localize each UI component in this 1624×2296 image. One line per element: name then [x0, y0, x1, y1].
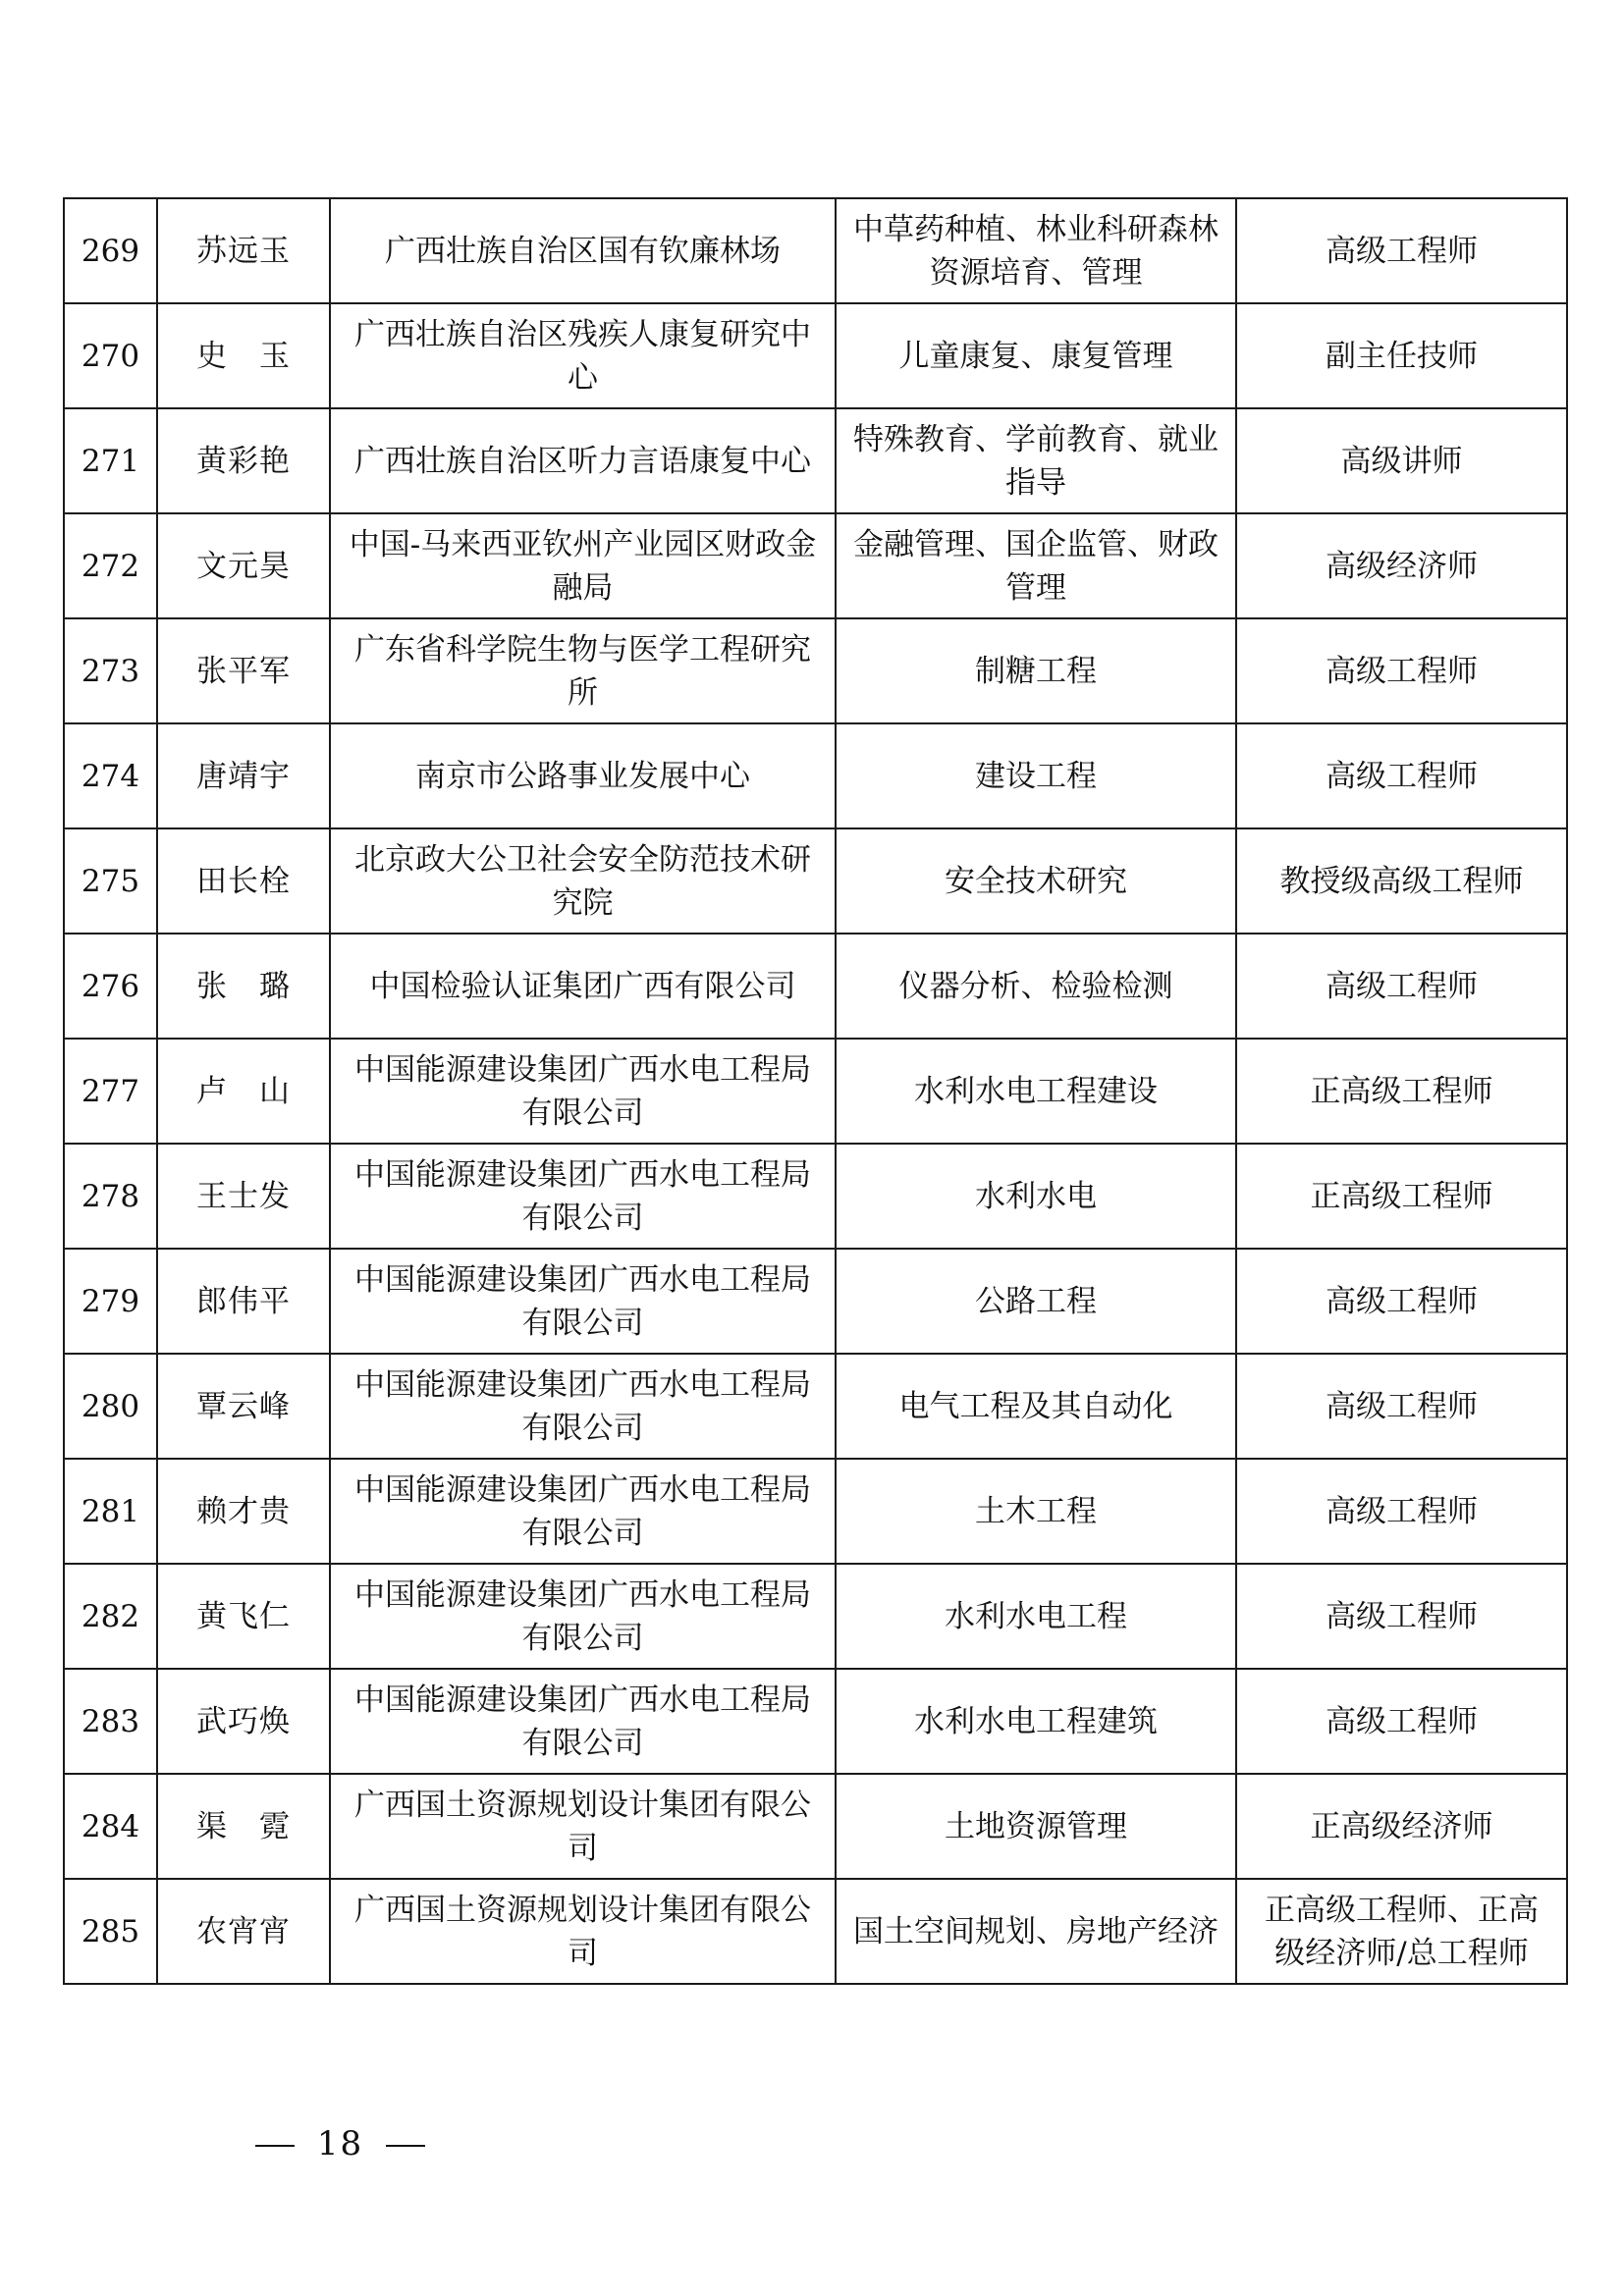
organization-cell: 广西国土资源规划设计集团有限公司: [330, 1879, 836, 1984]
row-number-cell: 272: [64, 513, 157, 618]
specialty-field-cell: 国土空间规划、房地产经济: [836, 1879, 1236, 1984]
organization-cell: 中国能源建设集团广西水电工程局有限公司: [330, 1564, 836, 1669]
professional-title-cell: 高级工程师: [1236, 618, 1567, 723]
page-footer: [245, 2124, 435, 2163]
row-number-cell: 281: [64, 1459, 157, 1564]
professional-title-cell: 高级工程师: [1236, 1354, 1567, 1459]
organization-cell: 中国能源建设集团广西水电工程局有限公司: [330, 1144, 836, 1249]
specialty-field-cell: 水利水电工程: [836, 1564, 1236, 1669]
professional-title-cell: 高级工程师: [1236, 1564, 1567, 1669]
specialty-field-cell: 电气工程及其自动化: [836, 1354, 1236, 1459]
table-row: [64, 1249, 1567, 1354]
row-number-cell: 282: [64, 1564, 157, 1669]
organization-cell: 广西国土资源规划设计集团有限公司: [330, 1774, 836, 1879]
specialty-field-cell: 建设工程: [836, 723, 1236, 828]
specialty-field-cell: 水利水电: [836, 1144, 1236, 1249]
table-row: [64, 408, 1567, 513]
professional-title-cell: 正高级工程师、正高级经济师/总工程师: [1236, 1879, 1567, 1984]
row-number-cell: 276: [64, 934, 157, 1039]
professional-title-cell: 正高级工程师: [1236, 1039, 1567, 1144]
table-row: [64, 828, 1567, 934]
professional-title-cell: 高级工程师: [1236, 1459, 1567, 1564]
row-number-cell: 269: [64, 198, 157, 303]
specialty-field-cell: 制糖工程: [836, 618, 1236, 723]
row-number-cell: 285: [64, 1879, 157, 1984]
specialty-field-cell: 仪器分析、检验检测: [836, 934, 1236, 1039]
organization-cell: 中国-马来西亚钦州产业园区财政金融局: [330, 513, 836, 618]
page-number: 18: [316, 2124, 364, 2163]
specialty-field-cell: 公路工程: [836, 1249, 1236, 1354]
organization-cell: 广东省科学院生物与医学工程研究所: [330, 618, 836, 723]
row-number-cell: 270: [64, 303, 157, 408]
person-name-cell: 黄彩艳: [157, 408, 330, 513]
organization-cell: 南京市公路事业发展中心: [330, 723, 836, 828]
table-row: [64, 303, 1567, 408]
table-row: [64, 723, 1567, 828]
table-row: [64, 1354, 1567, 1459]
roster-table: [63, 197, 1568, 1985]
person-name-cell: 苏远玉: [157, 198, 330, 303]
table-row: [64, 1564, 1567, 1669]
specialty-field-cell: 金融管理、国企监管、财政管理: [836, 513, 1236, 618]
specialty-field-cell: 安全技术研究: [836, 828, 1236, 934]
organization-cell: 中国能源建设集团广西水电工程局有限公司: [330, 1669, 836, 1774]
professional-title-cell: 高级工程师: [1236, 723, 1567, 828]
specialty-field-cell: 土木工程: [836, 1459, 1236, 1564]
professional-title-cell: 高级讲师: [1236, 408, 1567, 513]
person-name-cell: 王士发: [157, 1144, 330, 1249]
roster-table-body: [64, 198, 1567, 1984]
specialty-field-cell: 儿童康复、康复管理: [836, 303, 1236, 408]
specialty-field-cell: 水利水电工程建筑: [836, 1669, 1236, 1774]
person-name-cell: 田长栓: [157, 828, 330, 934]
organization-cell: 广西壮族自治区国有钦廉林场: [330, 198, 836, 303]
organization-cell: 北京政大公卫社会安全防范技术研究院: [330, 828, 836, 934]
footer-dash-left: [255, 2145, 295, 2147]
person-name-cell: 张平军: [157, 618, 330, 723]
row-number-cell: 279: [64, 1249, 157, 1354]
row-number-cell: 273: [64, 618, 157, 723]
professional-title-cell: 高级工程师: [1236, 1249, 1567, 1354]
table-row: [64, 934, 1567, 1039]
organization-cell: 中国能源建设集团广西水电工程局有限公司: [330, 1354, 836, 1459]
professional-title-cell: 副主任技师: [1236, 303, 1567, 408]
professional-title-cell: 正高级工程师: [1236, 1144, 1567, 1249]
table-row: [64, 198, 1567, 303]
row-number-cell: 280: [64, 1354, 157, 1459]
person-name-cell: 史 玉: [157, 303, 330, 408]
professional-title-cell: 教授级高级工程师: [1236, 828, 1567, 934]
organization-cell: 中国能源建设集团广西水电工程局有限公司: [330, 1249, 836, 1354]
row-number-cell: 284: [64, 1774, 157, 1879]
person-name-cell: 文元昊: [157, 513, 330, 618]
person-name-cell: 郎伟平: [157, 1249, 330, 1354]
professional-title-cell: 正高级经济师: [1236, 1774, 1567, 1879]
table-row: [64, 1459, 1567, 1564]
row-number-cell: 277: [64, 1039, 157, 1144]
footer-dash-right: [386, 2145, 425, 2147]
person-name-cell: 武巧焕: [157, 1669, 330, 1774]
table-row: [64, 1879, 1567, 1984]
professional-title-cell: 高级经济师: [1236, 513, 1567, 618]
table-row: [64, 1039, 1567, 1144]
table-row: [64, 1774, 1567, 1879]
row-number-cell: 271: [64, 408, 157, 513]
professional-title-cell: 高级工程师: [1236, 934, 1567, 1039]
organization-cell: 广西壮族自治区残疾人康复研究中心: [330, 303, 836, 408]
organization-cell: 中国能源建设集团广西水电工程局有限公司: [330, 1039, 836, 1144]
row-number-cell: 274: [64, 723, 157, 828]
organization-cell: 中国能源建设集团广西水电工程局有限公司: [330, 1459, 836, 1564]
row-number-cell: 275: [64, 828, 157, 934]
person-name-cell: 农宵宵: [157, 1879, 330, 1984]
person-name-cell: 卢 山: [157, 1039, 330, 1144]
table-row: [64, 618, 1567, 723]
row-number-cell: 283: [64, 1669, 157, 1774]
person-name-cell: 张 璐: [157, 934, 330, 1039]
organization-cell: 中国检验认证集团广西有限公司: [330, 934, 836, 1039]
table-row: [64, 1669, 1567, 1774]
professional-title-cell: 高级工程师: [1236, 1669, 1567, 1774]
specialty-field-cell: 水利水电工程建设: [836, 1039, 1236, 1144]
specialty-field-cell: 中草药种植、林业科研森林资源培育、管理: [836, 198, 1236, 303]
person-name-cell: 覃云峰: [157, 1354, 330, 1459]
person-name-cell: 赖才贵: [157, 1459, 330, 1564]
row-number-cell: 278: [64, 1144, 157, 1249]
table-row: [64, 1144, 1567, 1249]
professional-title-cell: 高级工程师: [1236, 198, 1567, 303]
organization-cell: 广西壮族自治区听力言语康复中心: [330, 408, 836, 513]
specialty-field-cell: 土地资源管理: [836, 1774, 1236, 1879]
person-name-cell: 黄飞仁: [157, 1564, 330, 1669]
table-row: [64, 513, 1567, 618]
person-name-cell: 渠 霓: [157, 1774, 330, 1879]
specialty-field-cell: 特殊教育、学前教育、就业指导: [836, 408, 1236, 513]
person-name-cell: 唐靖宇: [157, 723, 330, 828]
